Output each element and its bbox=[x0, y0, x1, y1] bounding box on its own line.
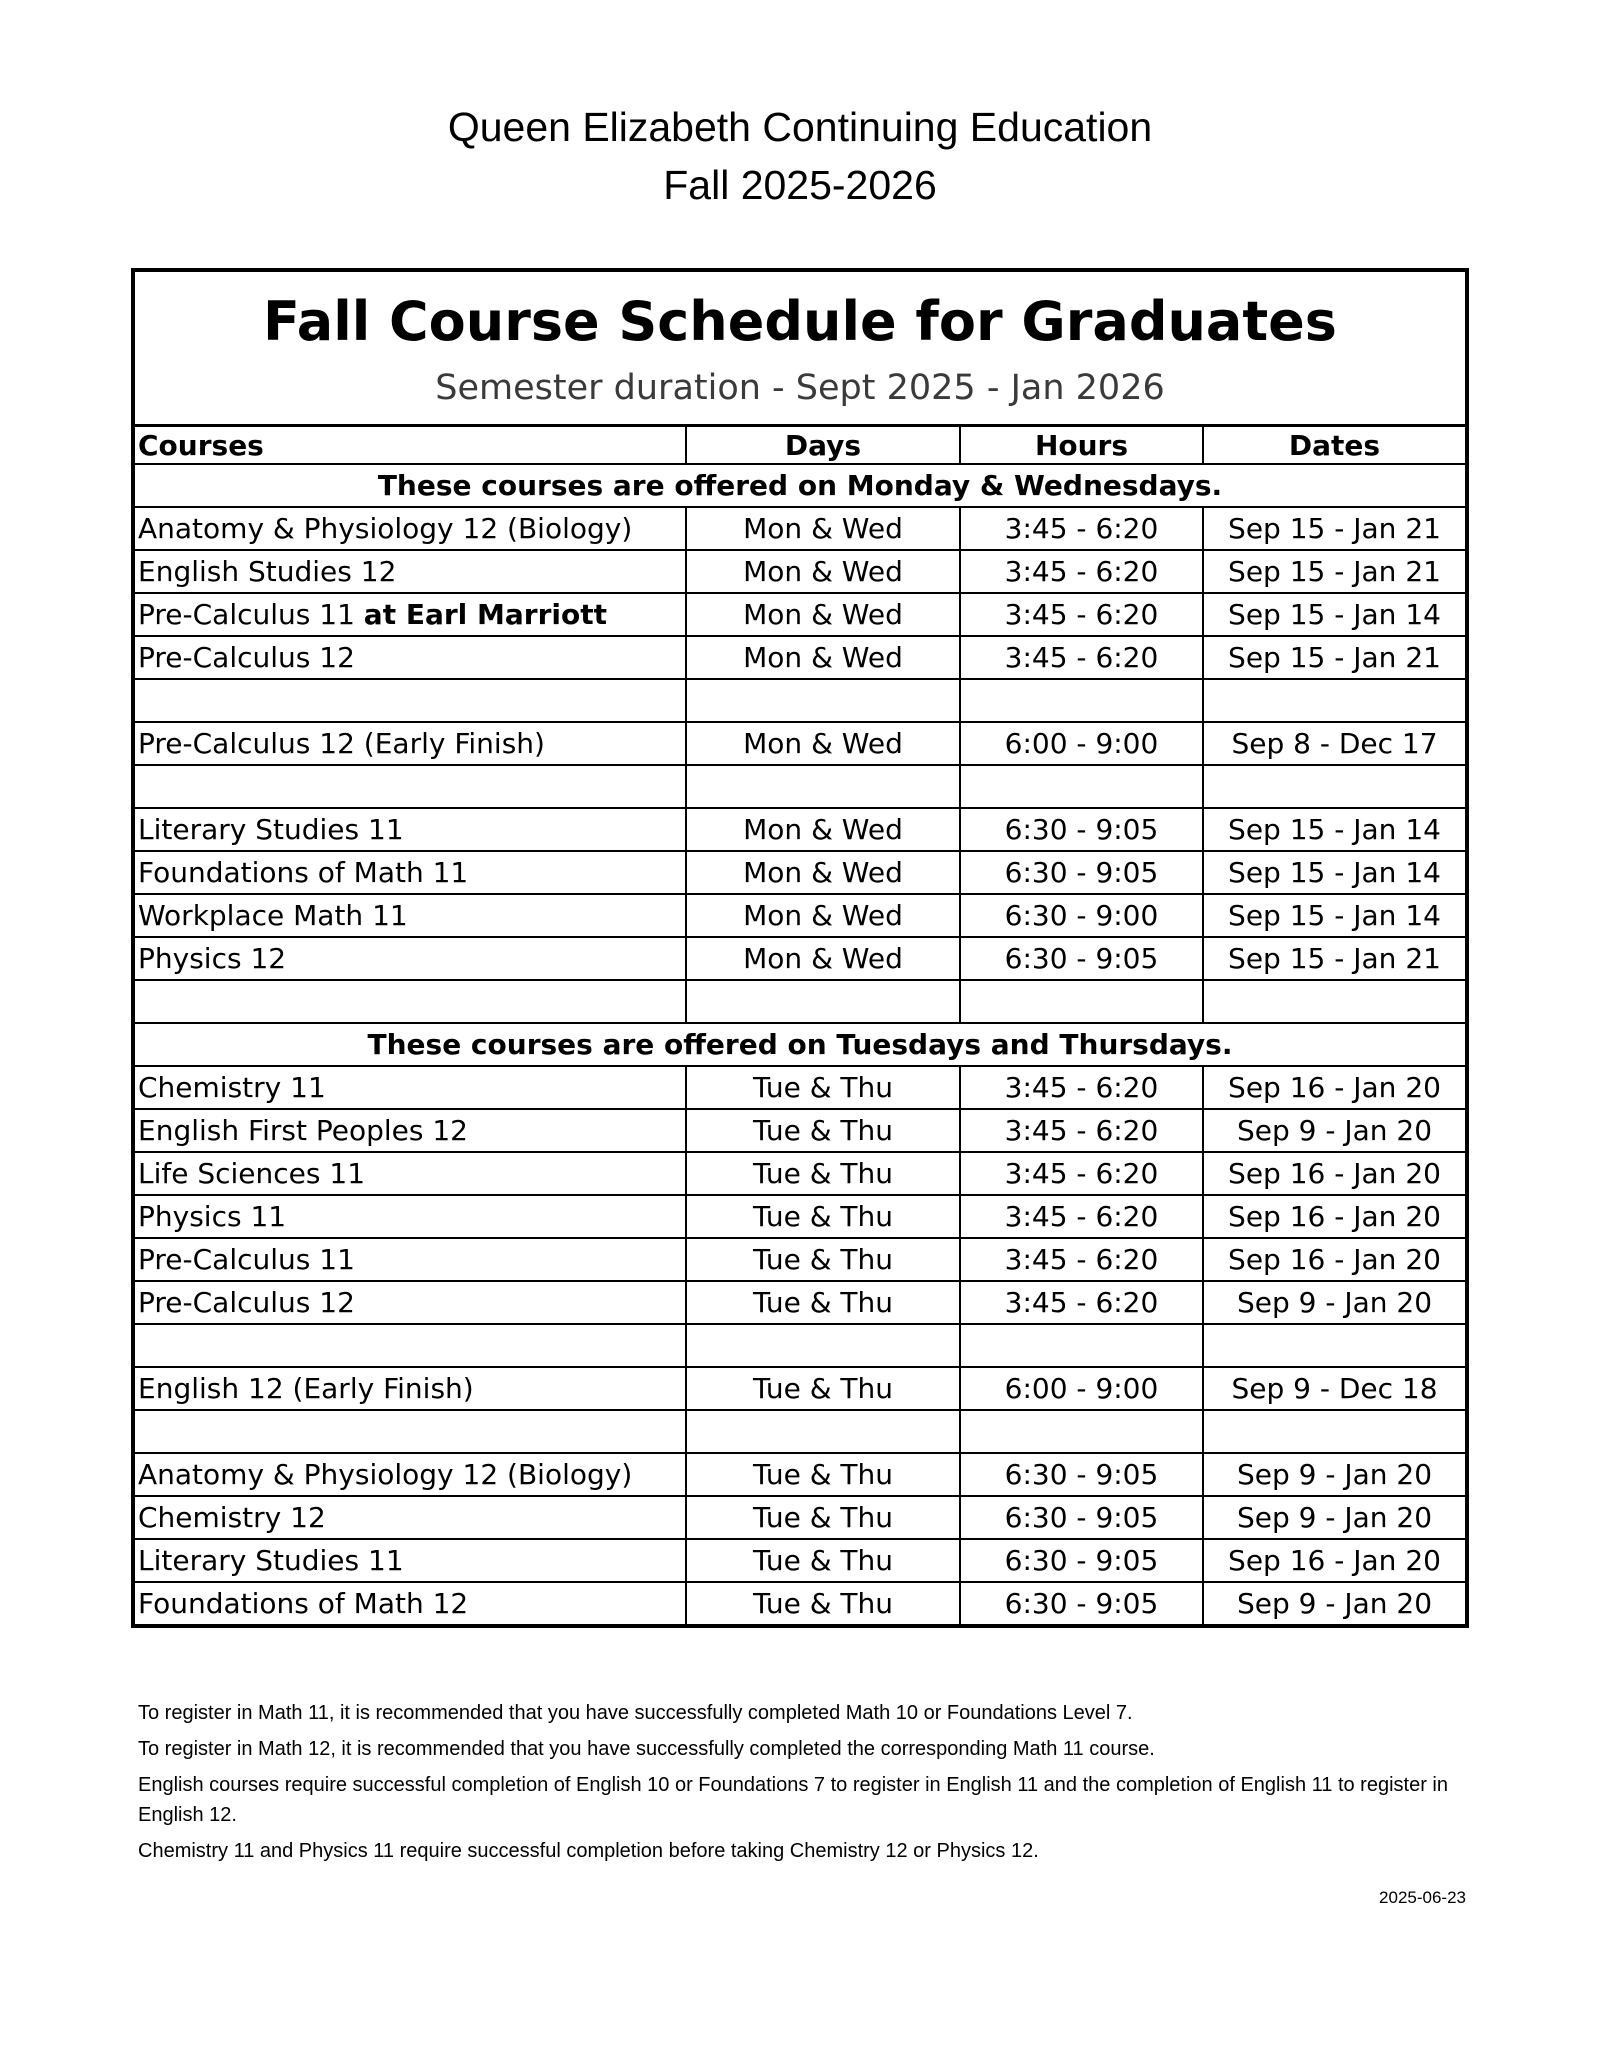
dates-cell: Sep 9 - Dec 18 bbox=[1203, 1367, 1465, 1410]
table-row bbox=[135, 980, 1465, 1023]
course-cell bbox=[135, 1066, 686, 1109]
schedule-subtitle: Semester duration - Sept 2025 - Jan 2026 bbox=[435, 368, 1165, 408]
dates-cell: Sep 15 - Jan 21 bbox=[1203, 937, 1465, 980]
table-row bbox=[135, 636, 1465, 679]
course-name: Pre-Calculus 12 bbox=[138, 1286, 355, 1319]
dates-cell: Sep 16 - Jan 20 bbox=[1203, 1152, 1465, 1195]
days-cell bbox=[686, 1324, 960, 1367]
course-cell bbox=[135, 1152, 686, 1195]
days-cell: Tue & Thu bbox=[686, 1066, 960, 1109]
days-cell: Mon & Wed bbox=[686, 636, 960, 679]
table-row bbox=[135, 851, 1465, 894]
dates-cell: Sep 16 - Jan 20 bbox=[1203, 1066, 1465, 1109]
column-header-hours: Hours bbox=[960, 427, 1203, 464]
hours-cell: 6:30 - 9:05 bbox=[960, 1582, 1203, 1624]
hours-cell: 6:30 - 9:00 bbox=[960, 894, 1203, 937]
organization-name: Queen Elizabeth Continuing Education bbox=[447, 104, 1153, 150]
table-row bbox=[135, 1324, 1465, 1367]
course-name: Anatomy & Physiology 12 (Biology) bbox=[138, 512, 633, 545]
table-row bbox=[135, 1496, 1465, 1539]
days-cell: Tue & Thu bbox=[686, 1582, 960, 1624]
course-name: English 12 (Early Finish) bbox=[138, 1372, 474, 1405]
hours-cell: 3:45 - 6:20 bbox=[960, 507, 1203, 550]
course-name: Workplace Math 11 bbox=[138, 899, 408, 932]
course-cell bbox=[135, 1582, 686, 1624]
days-cell: Mon & Wed bbox=[686, 507, 960, 550]
days-cell: Tue & Thu bbox=[686, 1195, 960, 1238]
dates-cell: Sep 15 - Jan 21 bbox=[1203, 550, 1465, 593]
table-header-row bbox=[135, 427, 1465, 464]
days-cell: Tue & Thu bbox=[686, 1539, 960, 1582]
note-math-12: To register in Math 12, it is recommended that you have successfully completed the corresponding Math 11 course. bbox=[138, 1738, 1155, 1760]
dates-cell: Sep 9 - Jan 20 bbox=[1203, 1582, 1465, 1624]
schedule-box bbox=[131, 268, 1469, 1628]
hours-cell: 3:45 - 6:20 bbox=[960, 593, 1203, 636]
table-row bbox=[135, 550, 1465, 593]
days-cell: Mon & Wed bbox=[686, 550, 960, 593]
column-header-courses: Courses bbox=[135, 427, 686, 464]
course-cell bbox=[135, 1539, 686, 1582]
dates-cell: Sep 15 - Jan 21 bbox=[1203, 636, 1465, 679]
schedule-title: Fall Course Schedule for Graduates bbox=[263, 290, 1337, 353]
days-cell: Tue & Thu bbox=[686, 1152, 960, 1195]
course-cell bbox=[135, 1453, 686, 1496]
hours-cell bbox=[960, 679, 1203, 722]
days-cell: Mon & Wed bbox=[686, 593, 960, 636]
course-cell bbox=[135, 1281, 686, 1324]
dates-cell: Sep 15 - Jan 14 bbox=[1203, 808, 1465, 851]
course-name: Life Sciences 11 bbox=[138, 1157, 366, 1190]
table-row bbox=[135, 765, 1465, 808]
dates-cell bbox=[1203, 765, 1465, 808]
course-cell bbox=[135, 980, 686, 1023]
schedule-table bbox=[135, 427, 1465, 1624]
note-science: Chemistry 11 and Physics 11 require successful completion before taking Chemistry 12 or Physics 12. bbox=[138, 1840, 1039, 1862]
hours-cell: 6:30 - 9:05 bbox=[960, 1496, 1203, 1539]
table-row bbox=[135, 1367, 1465, 1410]
days-cell: Mon & Wed bbox=[686, 894, 960, 937]
notes bbox=[138, 1698, 1468, 1872]
table-row bbox=[135, 1281, 1465, 1324]
dates-cell: Sep 16 - Jan 20 bbox=[1203, 1195, 1465, 1238]
hours-cell bbox=[960, 765, 1203, 808]
schedule-body bbox=[135, 464, 1465, 1624]
hours-cell: 3:45 - 6:20 bbox=[960, 1152, 1203, 1195]
table-row bbox=[135, 937, 1465, 980]
term-label: Fall 2025-2026 bbox=[663, 162, 937, 208]
hours-cell: 6:30 - 9:05 bbox=[960, 851, 1203, 894]
note-math-11: To register in Math 11, it is recommended that you have successfully completed Math 10 or Foundations Level 7. bbox=[138, 1702, 1133, 1724]
table-row bbox=[135, 808, 1465, 851]
schedule-title-block bbox=[135, 272, 1465, 427]
table-row bbox=[135, 1410, 1465, 1453]
dates-cell: Sep 15 - Jan 14 bbox=[1203, 593, 1465, 636]
course-name: Pre-Calculus 12 (Early Finish) bbox=[138, 727, 545, 760]
course-name: Foundations of Math 12 bbox=[138, 1587, 469, 1620]
course-cell bbox=[135, 808, 686, 851]
dates-cell bbox=[1203, 1410, 1465, 1453]
days-cell: Mon & Wed bbox=[686, 808, 960, 851]
section-heading: These courses are offered on Monday & Wednesdays. bbox=[135, 464, 1465, 507]
hours-cell: 3:45 - 6:20 bbox=[960, 1195, 1203, 1238]
course-cell bbox=[135, 550, 686, 593]
table-row bbox=[135, 1152, 1465, 1195]
table-row bbox=[135, 894, 1465, 937]
course-cell bbox=[135, 593, 686, 636]
hours-cell: 6:30 - 9:05 bbox=[960, 937, 1203, 980]
note-english: English courses require successful completion of English 10 or Foundations 7 to register in English 11 and the completion of English 11 to register in English 12. bbox=[138, 1774, 1448, 1826]
hours-cell: 3:45 - 6:20 bbox=[960, 1109, 1203, 1152]
dates-cell: Sep 9 - Jan 20 bbox=[1203, 1109, 1465, 1152]
section-heading: These courses are offered on Tuesdays and Thursdays. bbox=[135, 1023, 1465, 1066]
hours-cell: 3:45 - 6:20 bbox=[960, 1066, 1203, 1109]
dates-cell: Sep 15 - Jan 14 bbox=[1203, 851, 1465, 894]
dates-cell bbox=[1203, 980, 1465, 1023]
hours-cell bbox=[960, 980, 1203, 1023]
course-cell bbox=[135, 679, 686, 722]
dates-cell: Sep 8 - Dec 17 bbox=[1203, 722, 1465, 765]
course-name: Chemistry 11 bbox=[138, 1071, 326, 1104]
column-header-dates: Dates bbox=[1203, 427, 1465, 464]
course-cell bbox=[135, 1496, 686, 1539]
hours-cell: 6:00 - 9:00 bbox=[960, 1367, 1203, 1410]
course-cell bbox=[135, 722, 686, 765]
hours-cell: 3:45 - 6:20 bbox=[960, 1238, 1203, 1281]
table-row bbox=[135, 679, 1465, 722]
column-header-days: Days bbox=[686, 427, 960, 464]
hours-cell bbox=[960, 1410, 1203, 1453]
table-row bbox=[135, 593, 1465, 636]
course-cell bbox=[135, 851, 686, 894]
course-name: Pre-Calculus 11 bbox=[138, 598, 364, 631]
hours-cell bbox=[960, 1324, 1203, 1367]
dates-cell: Sep 15 - Jan 21 bbox=[1203, 507, 1465, 550]
hours-cell: 3:45 - 6:20 bbox=[960, 1281, 1203, 1324]
table-row bbox=[135, 1582, 1465, 1624]
dates-cell: Sep 16 - Jan 20 bbox=[1203, 1238, 1465, 1281]
dates-cell: Sep 15 - Jan 14 bbox=[1203, 894, 1465, 937]
days-cell bbox=[686, 1410, 960, 1453]
days-cell bbox=[686, 765, 960, 808]
course-location: at Earl Marriott bbox=[363, 598, 607, 631]
days-cell bbox=[686, 679, 960, 722]
days-cell: Tue & Thu bbox=[686, 1367, 960, 1410]
dates-cell: Sep 16 - Jan 20 bbox=[1203, 1539, 1465, 1582]
course-cell bbox=[135, 636, 686, 679]
table-row bbox=[135, 722, 1465, 765]
course-name: Physics 11 bbox=[138, 1200, 287, 1233]
course-cell bbox=[135, 1109, 686, 1152]
dates-cell bbox=[1203, 679, 1465, 722]
days-cell: Tue & Thu bbox=[686, 1496, 960, 1539]
table-row bbox=[135, 1453, 1465, 1496]
hours-cell: 6:30 - 9:05 bbox=[960, 1453, 1203, 1496]
days-cell: Tue & Thu bbox=[686, 1281, 960, 1324]
course-name: Foundations of Math 11 bbox=[138, 856, 469, 889]
page-header bbox=[0, 98, 1600, 214]
hours-cell: 6:30 - 9:05 bbox=[960, 1539, 1203, 1582]
hours-cell: 3:45 - 6:20 bbox=[960, 550, 1203, 593]
table-row bbox=[135, 1066, 1465, 1109]
course-name: English Studies 12 bbox=[138, 555, 397, 588]
days-cell: Mon & Wed bbox=[686, 851, 960, 894]
section-heading-row bbox=[135, 464, 1465, 507]
days-cell: Tue & Thu bbox=[686, 1453, 960, 1496]
dates-cell: Sep 9 - Jan 20 bbox=[1203, 1453, 1465, 1496]
course-name: Literary Studies 11 bbox=[138, 1544, 404, 1577]
course-cell bbox=[135, 1195, 686, 1238]
table-row bbox=[135, 1109, 1465, 1152]
course-cell bbox=[135, 765, 686, 808]
course-cell bbox=[135, 937, 686, 980]
course-cell bbox=[135, 1367, 686, 1410]
table-row bbox=[135, 1195, 1465, 1238]
days-cell: Mon & Wed bbox=[686, 722, 960, 765]
days-cell bbox=[686, 980, 960, 1023]
course-cell bbox=[135, 1324, 686, 1367]
course-cell bbox=[135, 1410, 686, 1453]
hours-cell: 6:00 - 9:00 bbox=[960, 722, 1203, 765]
days-cell: Mon & Wed bbox=[686, 937, 960, 980]
course-cell bbox=[135, 1238, 686, 1281]
course-name: Chemistry 12 bbox=[138, 1501, 326, 1534]
dates-cell: Sep 9 - Jan 20 bbox=[1203, 1281, 1465, 1324]
dates-cell bbox=[1203, 1324, 1465, 1367]
course-name: Pre-Calculus 11 bbox=[138, 1243, 355, 1276]
course-name: Physics 12 bbox=[138, 942, 287, 975]
dates-cell: Sep 9 - Jan 20 bbox=[1203, 1496, 1465, 1539]
document-date: 2025-06-23 bbox=[1379, 1888, 1466, 1907]
table-row bbox=[135, 1539, 1465, 1582]
course-name: Anatomy & Physiology 12 (Biology) bbox=[138, 1458, 633, 1491]
table-row bbox=[135, 507, 1465, 550]
course-cell bbox=[135, 507, 686, 550]
days-cell: Tue & Thu bbox=[686, 1109, 960, 1152]
course-name: Literary Studies 11 bbox=[138, 813, 404, 846]
course-cell bbox=[135, 894, 686, 937]
hours-cell: 6:30 - 9:05 bbox=[960, 808, 1203, 851]
course-name: Pre-Calculus 12 bbox=[138, 641, 355, 674]
hours-cell: 3:45 - 6:20 bbox=[960, 636, 1203, 679]
table-row bbox=[135, 1238, 1465, 1281]
days-cell: Tue & Thu bbox=[686, 1238, 960, 1281]
section-heading-row bbox=[135, 1023, 1465, 1066]
course-name: English First Peoples 12 bbox=[138, 1114, 468, 1147]
